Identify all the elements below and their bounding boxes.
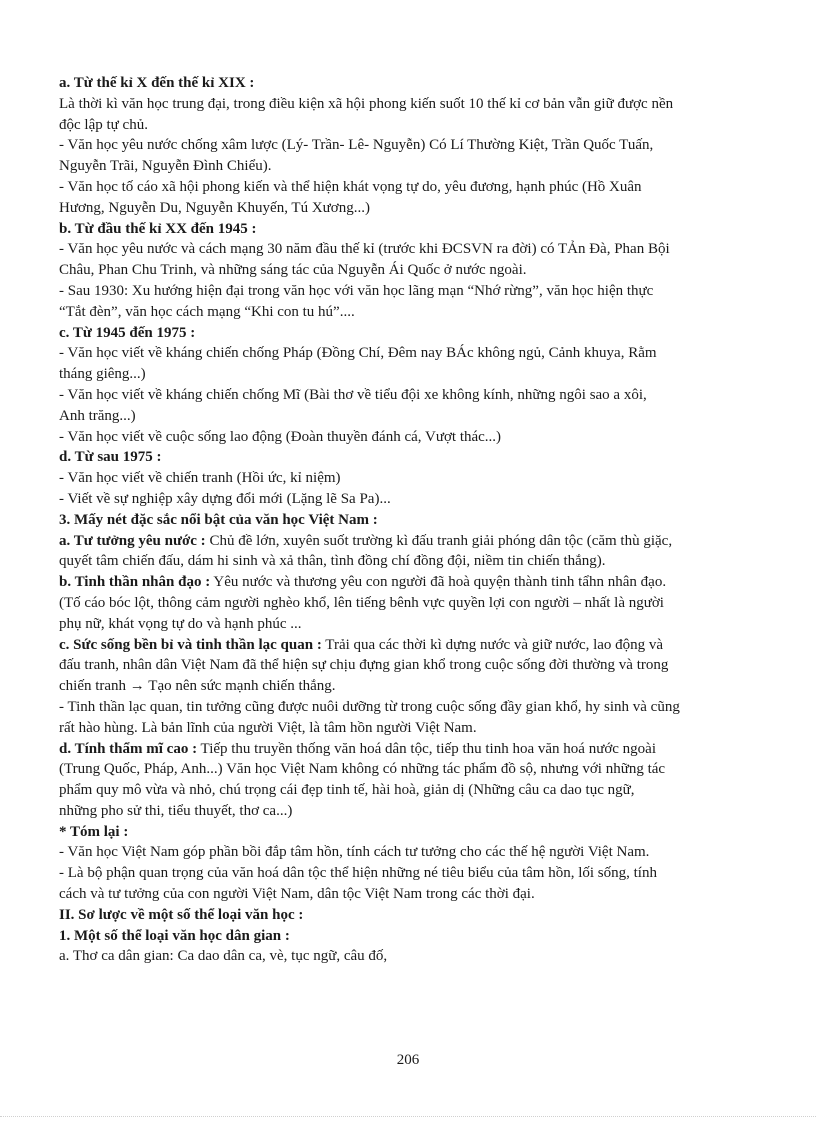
section-heading: * Tóm lại : — [59, 823, 129, 840]
text-line: - Văn học yêu nước chống xâm lược (Lý- Trần- Lê- Nguyễn) Có Lí Thường Kiệt, Trần Quốc Tuấn, — [59, 137, 654, 154]
section-heading: b. Từ đầu thế kỉ XX đến 1945 : — [59, 220, 257, 237]
lead-label: a. Tư tưởng yêu nước : — [59, 532, 206, 549]
section-heading: c. Từ 1945 đến 1975 : — [59, 324, 196, 341]
text-line: Hương, Nguyễn Du, Nguyễn Khuyến, Tú Xương...) — [59, 199, 370, 216]
text-line: cách và tư tưởng của con người Việt Nam, dân tộc Việt Nam trong các thời đại. — [59, 886, 535, 903]
text-line: “Tắt đèn”, văn học cách mạng “Khi con tu hú”.... — [59, 303, 355, 320]
text-line: (Tố cáo bóc lột, thông cảm người nghèo khổ, lên tiếng bênh vực quyền lợi con người – nhất là người — [59, 594, 664, 611]
text-line: rất hào hùng. Là bản lĩnh của người Việt, là tâm hồn người Việt Nam. — [59, 719, 477, 736]
page-body — [59, 73, 775, 967]
text-line: phẩm quy mô vừa và nhỏ, chú trọng cái đẹp tinh tế, hài hoà, giản dị (Những câu ca dao tục ngữ, — [59, 782, 635, 799]
text-line — [59, 635, 775, 656]
text-line: quyết tâm chiến đấu, dám hi sinh và xả thân, tình đồng chí đồng đội, niềm tin chiến thắng). — [59, 553, 606, 570]
text-line: Nguyễn Trãi, Nguyễn Đình Chiểu). — [59, 158, 272, 175]
text-line: - Văn học viết về kháng chiến chống Pháp (Đồng Chí, Đêm nay BÁc không ngủ, Cảnh khuya, Rằm — [59, 345, 657, 362]
text-line: tháng giêng...) — [59, 366, 146, 383]
section-heading: 1. Một số thể loại văn học dân gian : — [59, 927, 290, 944]
text-line: Châu, Phan Chu Trinh, và những sáng tác của Nguyễn Ái Quốc ở nước ngoài. — [59, 262, 527, 279]
lead-label: c. Sức sống bền bỉ và tinh thần lạc quan : — [59, 636, 322, 653]
text-line: độc lập tự chủ. — [59, 116, 148, 133]
text-line: - Văn học viết về cuộc sống lao động (Đoàn thuyền đánh cá, Vượt thác...) — [59, 428, 502, 445]
bottom-rule — [0, 1116, 816, 1117]
text-line: - Văn học Việt Nam góp phần bồi đắp tâm hồn, tính cách tư tưởng cho các thế hệ người Việt Nam. — [59, 844, 650, 861]
text-line — [59, 572, 775, 593]
text-line: - Là bộ phận quan trọng của văn hoá dân tộc thể hiện những né tiêu biểu của tâm hồn, lối sống, tính — [59, 865, 657, 882]
text-line — [59, 739, 775, 760]
text-line: phụ nữ, khát vọng tự do và hạnh phúc ... — [59, 615, 302, 632]
text-line: - Văn học viết về kháng chiến chống Mĩ (Bài thơ về tiểu đội xe không kính, những ngôi sao a xôi, — [59, 386, 647, 403]
text-line: - Văn học yêu nước và cách mạng 30 năm đầu thế kỉ (trước khi ĐCSVN ra đời) có TẢn Đà, Phan Bội — [59, 241, 670, 258]
text-line — [59, 531, 775, 552]
text-line: - Văn học tố cáo xã hội phong kiến và thể hiện khát vọng tự do, yêu đương, hạnh phúc (Hồ Xuân — [59, 178, 642, 195]
text-line: Là thời kì văn học trung đại, trong điều kiện xã hội phong kiến suốt 10 thế kỉ cơ bản vẫn giữ được nền — [59, 95, 674, 112]
lead-label: d. Tính thẩm mĩ cao : — [59, 740, 198, 757]
section-heading: a. Từ thế kỉ X đến thế kỉ XIX : — [59, 75, 255, 91]
lead-text: Yêu nước và thương yêu con người đã hoà quyện thành tinh tẩhn nhân đạo. — [210, 574, 667, 591]
lead-text: Tiếp thu truyền thống văn hoá dân tộc, tiếp thu tinh hoa văn hoá nước ngoài — [197, 740, 656, 757]
lead-text: Trải qua các thời kì dựng nước và giữ nước, lao động và — [321, 636, 664, 653]
page-number: 206 — [396, 1052, 420, 1068]
section-heading: 3. Mấy nét đặc sắc nổi bật của văn học Việt Nam : — [59, 511, 378, 528]
text-line: - Sau 1930: Xu hướng hiện đại trong văn học với văn học lãng mạn “Nhớ rừng”, văn học hiện thực — [59, 282, 654, 299]
section-heading: II. Sơ lược về một số thể loại văn học : — [59, 906, 304, 923]
text-line: chiến tranh → Tạo nên sức mạnh chiến thắng. — [59, 678, 336, 695]
text-line: (Trung Quốc, Pháp, Anh...) Văn học Việt Nam không có những tác phẩm đồ sộ, nhưng với những tác — [59, 761, 666, 778]
text-line: - Văn học viết về chiến tranh (Hồi ức, kỉ niệm) — [59, 470, 341, 487]
lead-label: b. Tinh thần nhân đạo : — [59, 574, 211, 591]
text-line: - Tinh thần lạc quan, tin tưởng cũng được nuôi dưỡng từ trong cuộc sống đầy gian khổ, hy sinh và cũng — [59, 698, 680, 715]
section-heading: d. Từ sau 1975 : — [59, 449, 162, 466]
text-line: đấu tranh, nhân dân Việt Nam đã thể hiện sự chịu đựng gian khổ trong cuộc sống đời thường và trong — [59, 657, 669, 674]
text-line: a. Thơ ca dân gian: Ca dao dân ca, vè, tục ngữ, câu đố, — [59, 948, 388, 965]
text-line: những pho sử thi, tiểu thuyết, thơ ca...) — [59, 802, 293, 819]
lead-text: Chủ đề lớn, xuyên suốt trường kì đấu tranh giải phóng dân tộc (căm thù giặc, — [205, 532, 673, 549]
text-line: - Viết về sự nghiệp xây dựng đổi mới (Lặng lẽ Sa Pa)... — [59, 490, 391, 507]
text-line: Anh trăng...) — [59, 407, 136, 424]
